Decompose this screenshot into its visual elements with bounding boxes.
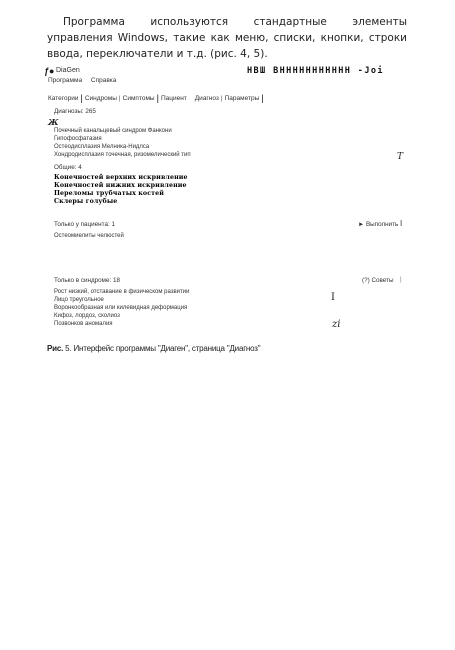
window-title: DiaGen — [56, 67, 80, 74]
stray-zi-mark: zi — [332, 319, 341, 330]
common-list[interactable] — [54, 174, 188, 206]
list-item[interactable]: Хондродисплазия точечная, ризомелический тип — [54, 152, 191, 158]
patient-only-label: Только у пациента: 1 — [54, 221, 115, 228]
menu-item-help[interactable]: Справка — [90, 77, 117, 84]
list-item[interactable]: Лицо треугольное — [54, 297, 104, 303]
tab-patient[interactable]: Пациент — [160, 95, 187, 102]
stray-bar-mark: I — [331, 292, 335, 303]
stray-t-mark: T — [397, 152, 404, 162]
tab-separator: | — [220, 95, 223, 102]
tab-strip — [48, 92, 266, 102]
tab-diagnosis[interactable]: Диагноз — [194, 95, 219, 102]
diagnoses-count-label: Диагнозы: 265 — [54, 108, 96, 115]
list-item[interactable]: Остеомиелиты челюстей — [54, 233, 124, 239]
list-item[interactable]: Гипофосфатазия — [54, 136, 102, 142]
list-item[interactable]: Рост низкий, отставание в физическом развитии — [54, 289, 190, 295]
patient-only-list[interactable] — [54, 232, 124, 240]
tab-parameters[interactable]: Параметры — [224, 95, 260, 102]
tab-categories[interactable]: Категории — [48, 95, 79, 102]
common-count-label: Общие: 4 — [54, 164, 82, 171]
tab-separator: | — [156, 93, 159, 103]
app-icon: ƒ● — [44, 66, 55, 76]
diagnoses-list[interactable] — [54, 127, 191, 159]
list-item[interactable]: Переломы трубчатых костей — [54, 190, 165, 197]
tab-symptoms[interactable]: Симптомы — [122, 95, 155, 102]
list-item[interactable]: Конечностей верхних искривление — [54, 174, 188, 181]
run-button[interactable]: ► Выполнить — [358, 221, 399, 228]
menu-item-program[interactable]: Программа — [48, 77, 83, 84]
list-item[interactable]: Позвонков аномалия — [54, 321, 113, 327]
titlebar-controls[interactable]: НВШ ВННННННННННН -Joi — [247, 66, 384, 76]
list-item[interactable]: Почечный канальцевый синдром Фанкони — [54, 128, 172, 134]
diagnoses-marker: Ж — [48, 117, 59, 127]
run-button-edge: I — [400, 219, 403, 228]
syndrome-only-list[interactable] — [54, 288, 189, 328]
caption-text: 5. Интерфейс программы "Диаген", страница "Диагноз" — [63, 344, 261, 353]
tab-syndromes[interactable]: Синдромы — [84, 95, 117, 102]
list-item[interactable]: Кифоз, лордоз, сколиоз — [54, 313, 120, 319]
app-screenshot — [44, 66, 412, 328]
list-item[interactable]: Конечностей нижних искривление — [54, 182, 187, 189]
tips-button[interactable]: (?) Советы — [362, 277, 394, 284]
syndrome-only-label: Только в синдроме: 18 — [54, 277, 121, 284]
tips-button-edge: | — [400, 276, 402, 283]
tab-separator: | — [80, 93, 83, 103]
caption-label: Рис. — [47, 344, 64, 353]
list-item[interactable]: Воронкообразная или килевидная деформация — [54, 305, 188, 311]
tab-separator: | — [261, 93, 264, 103]
menu-bar — [48, 77, 123, 84]
figure-caption — [47, 344, 260, 353]
list-item[interactable]: Остеодисплазия Мелника-Нидлса — [54, 144, 150, 150]
list-item[interactable]: Склеры голубые — [54, 198, 118, 205]
intro-paragraph: Программа используются стандартные элементы управления Windows, такие как меню, списки, кнопки, строки ввода, переключатели и т.д. (рис. 4, 5). — [47, 16, 407, 60]
tab-separator: | — [118, 95, 121, 102]
